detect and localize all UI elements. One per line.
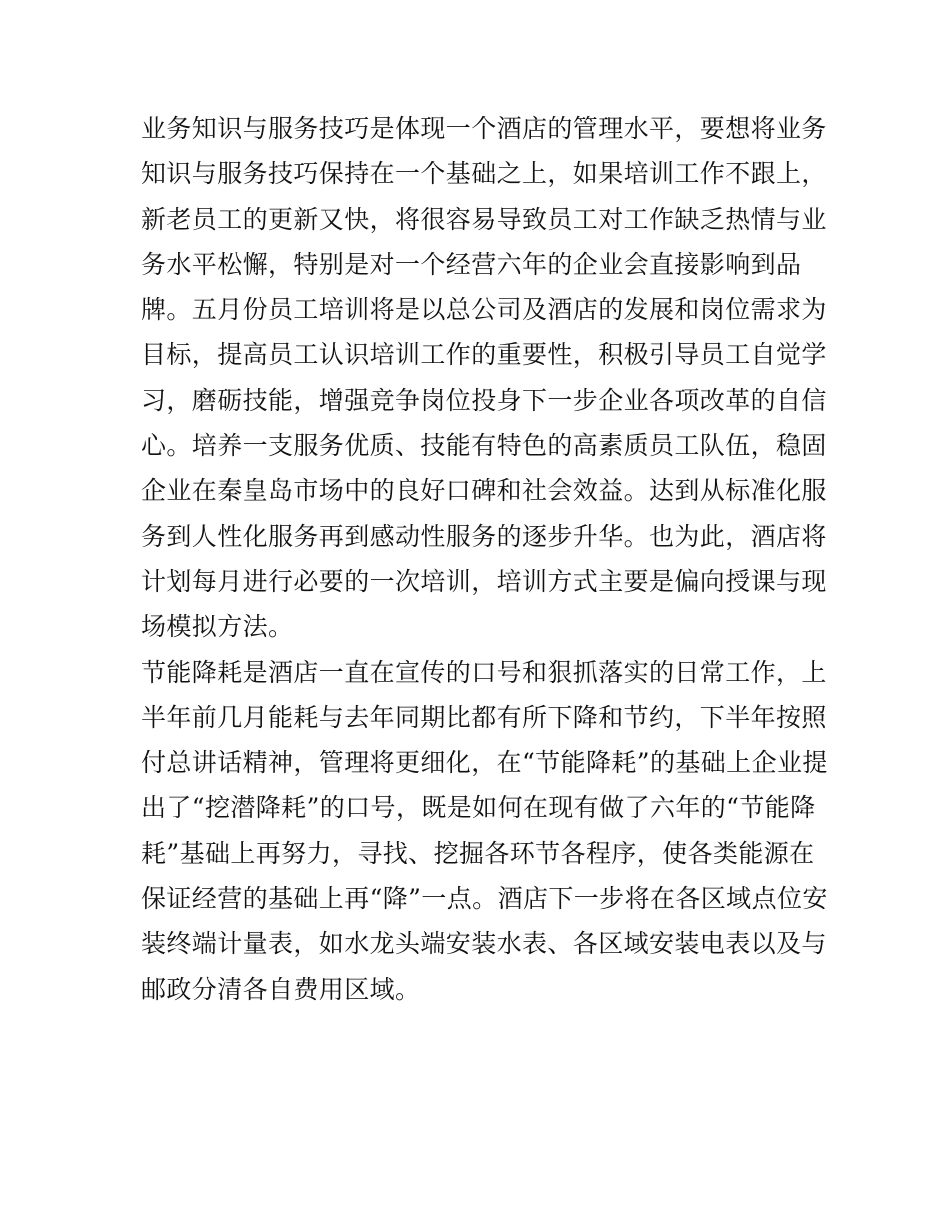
text-line: 业务知识与服务技巧是体现一个酒店的管理水平，要想将业务 bbox=[141, 114, 827, 143]
text-line: 知识与服务技巧保持在一个基础之上，如果培训工作不跟上， bbox=[141, 159, 827, 189]
text-line: 牌。五月份员工培训将是以总公司及酒店的发展和岗位需求为 bbox=[141, 295, 827, 325]
text-line: 付总讲话精神，管理将更细化，在“节能降耗”的基础上企业提 bbox=[141, 748, 828, 778]
text-line: 目标，提高员工认识培训工作的重要性，积极引导员工自觉学 bbox=[141, 340, 827, 370]
text-line: 务到人性化服务再到感动性服务的逐步升华。也为此，酒店将 bbox=[141, 521, 827, 551]
paragraph-energy-saving bbox=[141, 650, 828, 1012]
text-line: 半年前几月能耗与去年同期比都有所下降和节约，下半年按照 bbox=[141, 702, 827, 732]
text-line: 节能降耗是酒店一直在宣传的口号和狠抓落实的日常工作，上 bbox=[141, 657, 827, 687]
text-line: 企业在秦皇岛市场中的良好口碑和社会效益。达到从标准化服 bbox=[141, 476, 827, 506]
text-line: 出了“挖潜降耗”的口号，既是如何在现有做了六年的“节能降 bbox=[141, 793, 816, 823]
document-body bbox=[141, 106, 828, 1012]
text-line: 保证经营的基础上再“降”一点。酒店下一步将在各区域点位安 bbox=[141, 884, 828, 914]
paragraph-training bbox=[141, 106, 827, 650]
text-line: 习，磨砺技能，增强竞争岗位投身下一步企业各项改革的自信 bbox=[141, 385, 827, 415]
text-line: 心。培养一支服务优质、技能有特色的高素质员工队伍，稳固 bbox=[141, 431, 827, 461]
text-line: 新老员工的更新又快，将很容易导致员工对工作缺乏热情与业 bbox=[141, 204, 827, 234]
text-line: 耗”基础上再努力，寻找、挖掘各环节各程序，使各类能源在 bbox=[141, 838, 815, 868]
text-line: 邮政分清各自费用区域。 bbox=[141, 974, 421, 1004]
text-line: 场模拟方法。 bbox=[141, 612, 294, 642]
text-line: 装终端计量表，如水龙头端安装水表、各区域安装电表以及与 bbox=[141, 929, 827, 959]
text-line: 计划每月进行必要的一次培训，培训方式主要是偏向授课与现 bbox=[141, 566, 827, 596]
text-line: 务水平松懈，特别是对一个经营六年的企业会直接影响到品 bbox=[141, 249, 802, 279]
